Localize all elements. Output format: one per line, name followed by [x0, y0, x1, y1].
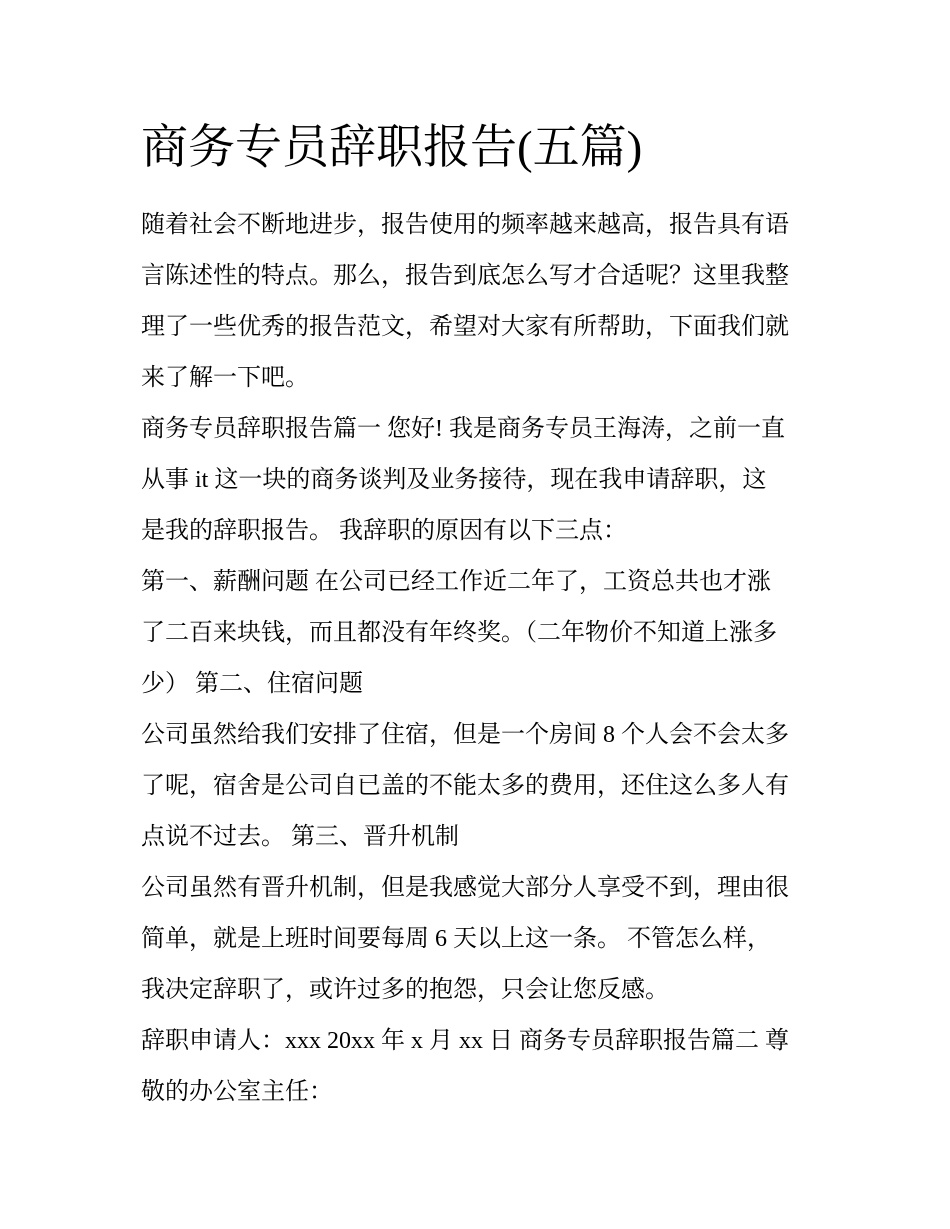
- text-line: 点说不过去。 第三、晋升机制: [141, 824, 459, 850]
- document-body: [141, 200, 831, 1118]
- text-line: 敬的办公室主任：: [141, 1079, 333, 1105]
- text-line: 我决定辞职了，或许过多的抱怨，只会让您反感。: [141, 977, 669, 1003]
- text-line: 辞职申请人：xxx 20xx 年 x 月 xx 日 商务专员辞职报告篇二 尊: [141, 1028, 789, 1054]
- text-line: 随着社会不断地进步，报告使用的频率越来越高，报告具有语: [141, 212, 789, 238]
- text-line: 是我的辞职报告。 我辞职的原因有以下三点：: [141, 518, 627, 544]
- text-line: 理了一些优秀的报告范文，希望对大家有所帮助，下面我们就: [141, 314, 789, 340]
- page-title: 商务专员辞职报告(五篇): [141, 122, 643, 174]
- text-line: 第一、薪酬问题 在公司已经工作近二年了，工资总共也才涨: [141, 569, 771, 595]
- text-line: 公司虽然有晋升机制，但是我感觉大部分人享受不到，理由很: [141, 875, 789, 901]
- text-line: 从事 it 这一块的商务谈判及业务接待，现在我申请辞职，这: [141, 467, 767, 493]
- text-line: 商务专员辞职报告篇一 您好! 我是商务专员王海涛，之前一直: [141, 416, 785, 442]
- text-line: 来了解一下吧。: [141, 365, 309, 391]
- text-line: 简单，就是上班时间要每周 6 天以上这一条。 不管怎么样，: [141, 926, 771, 952]
- text-line: 公司虽然给我们安排了住宿，但是一个房间 8 个人会不会太多: [141, 722, 789, 748]
- text-line: 了呢，宿舍是公司自已盖的不能太多的费用，还住这么多人有: [141, 773, 789, 799]
- text-line: 了二百来块钱，而且都没有年终奖。（二年物价不知道上涨多: [141, 620, 777, 646]
- text-line: 言陈述性的特点。那么，报告到底怎么写才合适呢？这里我整: [141, 263, 789, 289]
- text-line: 少） 第二、住宿问题: [141, 671, 363, 697]
